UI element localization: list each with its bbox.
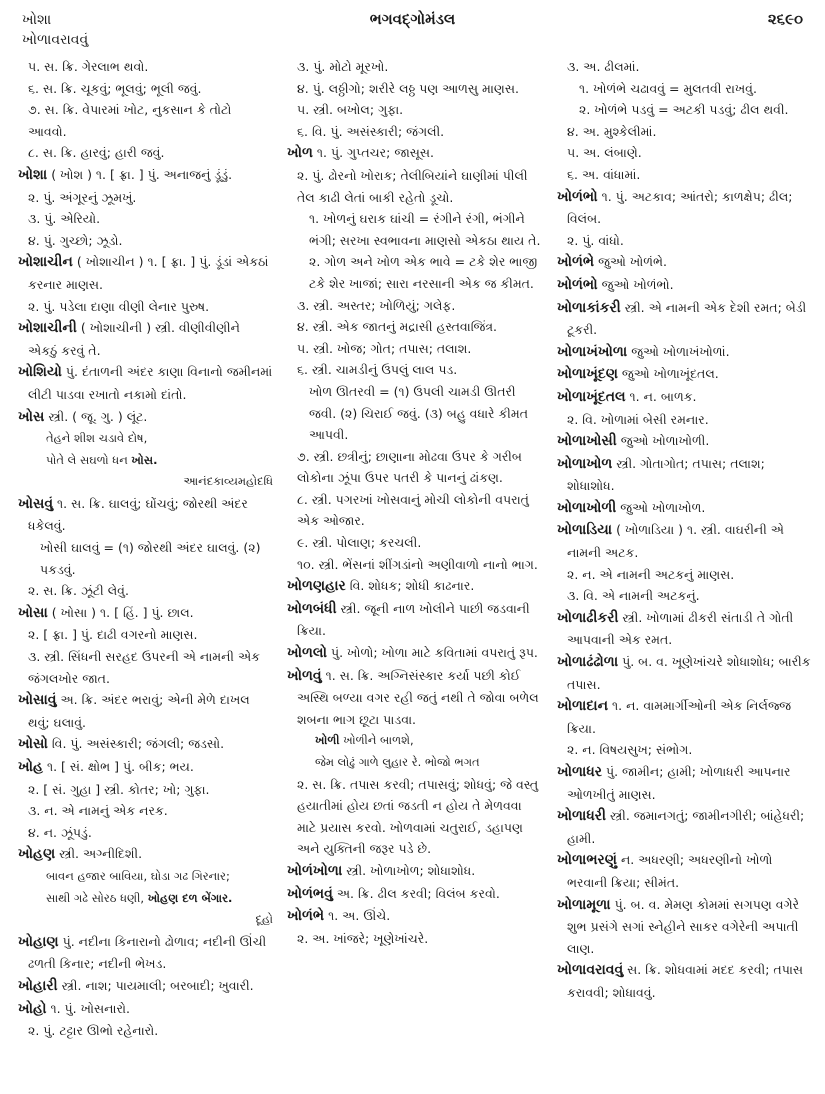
entry-text: જેમ લોઢું ગાળે લુહાર રે. ભોજો ભગત <box>315 755 480 769</box>
dictionary-entry <box>557 894 812 960</box>
entry-text: ૨. પું. ટટ્ટાર ઊભો રહેનારો. <box>28 1023 159 1039</box>
entry-text: ૩. પું. એરિયો. <box>28 211 101 227</box>
entry-text: સ્ત્રી. અગ્નીદિશી. <box>55 846 143 862</box>
quotation-bold: ખોહણ દળ બેંગાર. <box>147 890 233 905</box>
headword: ખોળ <box>287 145 313 162</box>
dictionary-entry <box>557 497 812 520</box>
sense-line <box>557 585 812 607</box>
headword: ખોળંખોળા <box>287 862 343 879</box>
entry-text: ૪. સ્ત્રી. એક જાતનું મદ્રાસી હસ્તવાજિંત્ર. <box>297 319 498 335</box>
entry-text: ૩. અ. ઢીલમાં. <box>567 59 640 74</box>
sense-line <box>557 78 812 100</box>
entry-text: ( ખોશાચીની ) સ્ત્રી. વીણીવીણીને એકઠું કરવું તે. <box>28 320 240 358</box>
entry-text: ( ખોશ ) ૧. [ ફ્રા. ] પું. અનાજનું ડૂંડું. <box>47 166 233 182</box>
entry-text: ૬. સ. ક્રિ. ચૂકવું; ભૂલવું; ભૂલી જવું. <box>28 80 202 96</box>
dictionary-entry <box>287 575 542 598</box>
sense-line <box>18 779 273 801</box>
headword: ખોળાખૂંદતલ <box>557 388 626 405</box>
entry-text: પું. જામીન; હામી; ખોળાધરી આપનાર ઓળખીતું માણસ. <box>567 764 791 802</box>
dictionary-entry <box>18 317 273 361</box>
dictionary-entry <box>557 849 812 893</box>
sense-line <box>18 800 273 822</box>
entry-text: ૪. પું. લઠ્ઠીગો; શરીરે લઠ્ઠ પણ આળસુ માણસ. <box>297 80 519 96</box>
entry-text: ૫. સ્ત્રી. બખોલ; ગુફા. <box>297 102 404 118</box>
headword: ખોળાધરી <box>557 808 606 825</box>
dictionary-entry <box>287 642 542 665</box>
headword: ખોળલો <box>287 645 328 662</box>
entry-text: જુઓ ખોળાખોળ. <box>616 499 706 515</box>
entry-text: સ્ત્રી. એ નામની એક દેશી રમત; બેડી ટૂકરી. <box>567 299 807 338</box>
entry-text: ૨. વિ. ખોળામાં બેસી રમનાર. <box>567 411 709 427</box>
headword: ખોળામૂળા <box>557 896 611 913</box>
headword: ખોશાચીન <box>18 254 73 271</box>
sense-line <box>18 624 273 646</box>
entry-text: સ્ત્રી. ખોળાખોળ; શોધાશોધ. <box>342 862 476 878</box>
dictionary-entry <box>557 297 812 341</box>
headword: ખોળાખંખોળા <box>557 343 628 360</box>
headword: ખોળાડિયા <box>557 522 613 539</box>
headword: ખોહણ <box>18 846 56 863</box>
entry-text: સ્ત્રી. ખોળામાં ઢીકરી સંતાડી તે ગોતી આપવાની એક રમત. <box>567 609 794 648</box>
headword: ખોળાઢીકરી <box>557 609 619 626</box>
headword: ખોહારી <box>18 977 58 994</box>
entry-text: ૧. ખોળનું ઘરાક ઘાંચી = રંગીને રંગી, ભંગીને ભંગી; સરખા સ્વભાવના માણસો એકઠા થાય તે. <box>309 211 541 248</box>
sense-line <box>18 537 273 580</box>
sense-line <box>557 99 812 121</box>
dictionary-entry <box>557 607 812 651</box>
entry-text: ૨. [ ફ્રા. ] પું. દાઢી વગરનો માણસ. <box>28 627 198 643</box>
dictionary-entry <box>557 186 812 230</box>
entry-text: ( ખોળાડિયા ) ૧. સ્ત્રી. વાઘરીની એ નામની અટક. <box>567 522 784 561</box>
entry-text: ૯. સ્ત્રી. પોલાણ; કરચલી. <box>297 535 422 551</box>
dictionary-entry <box>18 361 273 405</box>
sense-line <box>287 99 542 121</box>
dictionary-entry <box>18 843 273 866</box>
sense-line <box>18 1020 273 1042</box>
headword: ખોળંભો <box>557 276 598 293</box>
headword: ખોશા <box>18 166 48 183</box>
dictionary-entry <box>557 805 812 849</box>
entry-text: પું. નદીના કિનારાનો ઢોળાવ; નદીની ઊંચી ઢળતી કિનાર; નદીની ભેખડ. <box>28 933 267 972</box>
headword: ખોસા <box>18 604 48 621</box>
headword: ખોળાખોળી <box>557 499 617 516</box>
dictionary-entry <box>18 164 273 187</box>
entry-text: દૂહો <box>255 912 273 927</box>
quotation-line <box>18 888 273 910</box>
sense-line <box>287 78 542 100</box>
headword: ખોસો <box>18 736 48 753</box>
entry-text: ૧. સ. ક્રિ. અગ્નિસંસ્કાર કર્યા પછી કોઈ અસ્થિ બળ્યા વગર રહી જતું નથી તે જોવા બળેલ શબના ભાગ છૂટા પાડવા. <box>297 667 539 727</box>
quotation-source <box>18 471 273 493</box>
dictionary-entry <box>287 598 542 642</box>
entry-text: ૨. પું. ઢોરનો ખોરાક; તેલીબિયાંને ઘાણીમાં પીલી તેલ કાઢી લેતાં બાકી રહેતો ડૂચો. <box>297 167 528 205</box>
entry-text: ૮. સ. ક્રિ. હારવું; હારી જવું. <box>28 145 165 161</box>
entry-text: ૩. પું. મોટો મૂરખો. <box>297 59 389 74</box>
entry-text: ૭. સ્ત્રી. છત્રીનું; છાણાના મોઢવા ઉપર કે ગરીબ લોકોના ઝૂંપા ઉપર પતરી કે પાનનું ઢાંકણ. <box>297 448 522 486</box>
entry-text: સ્ત્રી. જૂની નાળ ખોલીને પાછી જડવાની ક્રિયા. <box>297 600 530 639</box>
dictionary-entry <box>557 453 812 497</box>
entry-text: ૧. ન. વામમાર્ગીઓની એક નિર્લજ્જ ક્રિયા. <box>567 698 792 736</box>
headword: ખોળાઢંઢોળા <box>557 654 619 671</box>
sense-line <box>557 164 812 186</box>
entry-text: બાવન હજાર બાવિયા, ઘોડા ગઢ ગિરનાર; <box>46 868 230 883</box>
entry-text: અ. ક્રિ. અંદર ભરાવું; એની મેળે દાખલ થવું; ઘલાવું. <box>28 692 250 730</box>
headword: ખોહાણ <box>18 933 59 950</box>
headword: ખોળંભે <box>557 254 595 271</box>
quotation-line <box>18 866 273 888</box>
headword: ખોશાચીની <box>18 320 77 337</box>
entry-text: જુઓ ખોળંભે. <box>594 254 667 270</box>
sense-line <box>18 230 273 252</box>
sense-line <box>287 774 542 860</box>
entry-text: સ્ત્રી. જમાનગતું; જામીનગીરી; બાંહેધરી; હામી. <box>567 808 805 846</box>
entry-text: ૧. ન. બાળક. <box>625 388 697 404</box>
entry-text: જુઓ ખોળાખોળી. <box>616 433 710 449</box>
entry-text: સ્ત્રી. નાશ; પાયમાલી; બરબાદી; ખુવારી. <box>57 977 254 993</box>
entry-text: ( ખોસા ) ૧. [ હિં. ] પું. છાલ. <box>47 604 194 620</box>
entry-text: સ્ત્રી. ગોતાગોત; તપાસ; તલાશ; શોધાશોધ. <box>567 455 765 494</box>
headword: ખોળાધર <box>557 764 602 780</box>
dictionary-entry <box>18 689 273 733</box>
quotation-bold: ખોળી <box>315 733 340 748</box>
dictionary-entry <box>18 975 273 998</box>
headword: ખોળંભો <box>557 188 598 205</box>
sense-line <box>18 208 273 230</box>
entry-text: પું. દંતાળની અંદર કાણા વિનાનો જમીનમાં લીટી પાડવા રખાતો નકામો દાંતો. <box>28 364 273 402</box>
entry-text: ૩. ન. એ નામનું એક નરક. <box>28 803 168 819</box>
headword: ખોસ <box>18 408 45 425</box>
dictionary-entry <box>557 651 812 695</box>
sense-line <box>287 165 542 208</box>
headword: ખોળણહાર <box>287 578 346 595</box>
running-title: ભગવદ્ગોમંડલ <box>369 10 456 28</box>
headword: ખોળાખોસી <box>557 433 617 450</box>
entry-text: ૬. સ્ત્રી. ચામડીનું ઉપલું લાલ પડ. <box>297 362 458 378</box>
quotation-bold: ખોસ. <box>131 452 158 467</box>
guide-word-first: ખોશા <box>22 12 52 28</box>
sense-line <box>557 121 812 143</box>
sense-line <box>287 359 542 381</box>
entry-text: ખોસી ઘાલવું = (૧) જોરથી અંદર ઘાલવું. (૨) પકડવું. <box>40 540 261 577</box>
sense-line <box>18 56 273 78</box>
sense-line <box>287 928 542 950</box>
entry-text: ન. અધરણી; અધરણીનો ખોળો ભરવાની ક્રિયા; સીમંત. <box>567 852 773 890</box>
entry-text: ૨. પું. અંગૂરનું ઝૂમખું. <box>28 189 137 205</box>
entry-text: પું. બ. વ. ખૂણેખાંચરે શોધાશોધ; બારીક તપાસ. <box>567 654 811 692</box>
dictionary-entry <box>557 341 812 364</box>
entry-text: ૩. વિ. એ નામની અટકનું. <box>567 588 700 604</box>
entry-text: વિ. શોધક; શોધી કાઢનાર. <box>345 578 475 594</box>
dictionary-entry <box>287 142 542 165</box>
entry-text: ૨. અ. ખાંજરે; ખૂણેખાંચરે. <box>297 930 429 946</box>
sense-line <box>18 580 273 602</box>
sense-line <box>557 409 812 431</box>
entry-text: અ. ક્રિ. ઢીલ કરવી; વિલંબ કરવો. <box>332 885 500 901</box>
dictionary-entry <box>557 386 812 409</box>
entry-text: ૨. પું. વાંધો. <box>567 232 624 248</box>
guide-word-last: ખોળાવરાવવું <box>22 32 89 48</box>
dictionary-entry <box>18 756 273 779</box>
entry-text: ૧. સ. ક્રિ. ઘાલવું; ઘોંચવું; જોરથી અંદર ધકેલવું. <box>28 495 248 534</box>
sense-line <box>287 208 542 251</box>
entry-text: ૭. સ. ક્રિ. વેપારમાં ખોટ, નુકસાન કે તોટો આવવો. <box>28 102 232 139</box>
entry-text: જુઓ ખોળાખંખોળાં. <box>627 343 730 359</box>
headword: ખોશિયો <box>18 364 62 381</box>
column-1 <box>18 56 273 1042</box>
headword: ખોસાવું <box>18 692 57 709</box>
entry-text: ૨. ન. વિષયસુખ; સંભોગ. <box>567 742 693 758</box>
dictionary-entry <box>557 959 812 1003</box>
sense-line <box>557 56 812 78</box>
column-2 <box>287 56 542 949</box>
entry-text: ૨. [ સં. ગુહા ] સ્ત્રી. કોતર; ખો; ગુફા. <box>28 781 210 797</box>
entry-text: ખોળીને બાળશે, <box>339 733 414 748</box>
entry-text: સાથી ગઢે સોરઠ ધણી, <box>46 890 148 905</box>
sense-line <box>287 56 542 78</box>
headword: ખોળંભે <box>287 908 325 925</box>
sense-line <box>18 78 273 100</box>
headword: ખોળવું <box>287 667 322 684</box>
entry-text: ( ખોશાચીન ) ૧. [ ફ્રા. ] પું. ડૂંડાં એકઠાં કરનાર માણસ. <box>28 254 269 292</box>
entry-text: ૬. વિ. પું. અસંસ્કારી; જંગલી. <box>297 123 445 139</box>
headword: ખોળાકાંકરી <box>557 299 621 316</box>
entry-text: ૧. પું. ખોસનારો. <box>46 1000 131 1016</box>
entry-text: ખોળ ઊતરવી = (૧) ઉપલી ચામડી ઊતરી જવી. (૨) ચિરાઈ જવું. (૩) બહુ વધારે કીમત આપવી. <box>309 383 528 443</box>
entry-text: ૧. ખોળંભે ચઢાવવું = મુલતવી રાખવું. <box>579 80 757 96</box>
headword: ખોહ <box>18 759 43 775</box>
sense-line <box>18 822 273 844</box>
dictionary-entry <box>557 251 812 274</box>
entry-text: ૧. અ. ઊંચે. <box>324 908 391 924</box>
entry-text: ૫. સ. ક્રિ. ગેરલાભ થવો. <box>28 59 149 74</box>
entry-text: ૩. સ્ત્રી. સિંધની સરહદ ઉપરની એ નામની એક જંગલખોર જાત. <box>28 649 260 686</box>
sense-line <box>287 489 542 532</box>
dictionary-entry <box>557 430 812 453</box>
sense-line <box>557 564 812 586</box>
column-3 <box>557 56 812 1004</box>
quotation-line <box>18 450 273 472</box>
headword: ખોળાખોળ <box>557 455 613 472</box>
entry-text: પોતે લે સઘળો ધન <box>46 452 132 467</box>
sense-line <box>18 99 273 142</box>
dictionary-entry <box>18 998 273 1021</box>
entry-text: ૧. પું. અટકાવ; આંતરો; કાળક્ષેપ; ઢીલ; વિલંબ. <box>567 188 793 227</box>
dictionary-entry <box>557 274 812 297</box>
sense-line <box>287 554 542 576</box>
dictionary-entry <box>18 733 273 756</box>
dictionary-entry <box>18 251 273 295</box>
entry-text: ૪. ન. ઝૂંપડું. <box>28 824 92 840</box>
entry-text: ૨. સ. ક્રિ. ઝૂંટી લેવું. <box>28 583 129 599</box>
entry-text: તેહને શીશ ચડાવે દોષ, <box>46 431 148 446</box>
dictionary-entry <box>18 602 273 625</box>
dictionary-entry <box>557 519 812 563</box>
sense-line <box>287 446 542 489</box>
dictionary-entry <box>287 883 542 906</box>
dictionary-entry <box>557 363 812 386</box>
dictionary-entry <box>557 761 812 805</box>
entry-text: વિ. પું. અસંસ્કારી; જંગલી; જડસો. <box>47 736 225 752</box>
sense-line <box>18 296 273 318</box>
entry-text: જુઓ ખોળાખૂંદતલ. <box>617 366 719 382</box>
entry-text: આનંદકાવ્યમહોદધિ <box>183 474 273 489</box>
sense-line <box>287 381 542 446</box>
dictionary-entry <box>18 931 273 975</box>
entry-text: ૨. સ. ક્રિ. તપાસ કરવી; તપાસવું; શોધવું; જે વસ્તુ હયાતીમાં હોય છતાં જડતી ન હોય તે મેળવવા માટે પ્રયાસ કરવો. ખોળવામાં ચતુરાઈ, ડહાપણ અને યુક્તિની જરૂર પડે છે. <box>297 776 539 857</box>
entry-text: ૪. અ. મુશ્કેલીમાં. <box>567 123 657 139</box>
sense-line <box>287 316 542 338</box>
entry-text: ૬. અ. વાંધામાં. <box>567 166 641 182</box>
page-number: ૨૬૯૦ <box>767 10 803 28</box>
sense-line <box>287 338 542 360</box>
dictionary-entry <box>18 493 273 537</box>
entry-text: સ્ત્રી. ( જૂ. ગુ. ) લૂંટ. <box>44 408 148 424</box>
entry-text: ૨. ગોળ અને ખોળ એક ભાવે = ટકે શેર ભાજી ટકે શેર ખાજાં; સારા નરસાની એક જ કીમત. <box>309 254 538 291</box>
headword: ખોહો <box>18 1000 47 1017</box>
dictionary-entry <box>287 860 542 883</box>
quotation-source <box>18 909 273 931</box>
headword: ખોળાખૂંદણ <box>557 366 618 383</box>
sense-line <box>557 142 812 164</box>
sense-line <box>287 295 542 317</box>
sense-line <box>557 739 812 761</box>
headword: ખોસવું <box>18 495 54 512</box>
headword: ખોળબંધી <box>287 600 337 617</box>
sense-line <box>287 532 542 554</box>
dictionary-entry <box>557 695 812 739</box>
headword: ખોળાવરાવવું <box>557 962 624 979</box>
sense-line <box>18 187 273 209</box>
quotation-line <box>287 752 542 774</box>
entry-text: સ. ક્રિ. શોધવામાં મદદ કરવી; તપાસ કરાવવી; શોધાવવું. <box>567 962 804 1000</box>
sense-line <box>287 251 542 294</box>
sense-line <box>287 121 542 143</box>
headword: ખોળાદાન <box>557 698 609 715</box>
entry-text: ૨. ન. એ નામની અટકનું માણસ. <box>567 566 735 582</box>
dictionary-entry <box>287 905 542 928</box>
sense-line <box>557 230 812 252</box>
entry-text: ૮. સ્ત્રી. પગરખાં ખોસવાનું મોચી લોકોની વપરાતું એક ઓજાર. <box>297 491 529 529</box>
sense-line <box>18 646 273 689</box>
headword: ખોળાભરણું <box>557 852 618 869</box>
entry-text: ૫. અ. લંબાણે. <box>567 145 642 161</box>
entry-text: ૨. ખોળંભે પડવું = અટકી પડવું; ઢીલ થવી. <box>579 102 789 118</box>
quotation-line <box>287 730 542 752</box>
dictionary-entry <box>18 406 273 429</box>
entry-text: જુઓ ખોળંભો. <box>597 276 674 292</box>
dictionary-entry <box>287 665 542 731</box>
entry-text: ૫. સ્ત્રી. ખોજ; ગોત; તપાસ; તલાશ. <box>297 340 472 356</box>
sense-line <box>18 142 273 164</box>
headword: ખોળંભવું <box>287 885 333 902</box>
entry-text: પું. ખોળો; ખોળા માટે કવિતામાં વપરાતું રૂપ. <box>327 645 538 661</box>
entry-text: ૨. પું. પડેલા દાણા વીણી લેનાર પુરુષ. <box>28 298 210 314</box>
quotation-line <box>18 428 273 450</box>
entry-text: ૧. [ સં. ક્ષોભ ] પું. બીક; ભય. <box>42 759 194 774</box>
entry-text: ૧. પું. ગુપ્તચર; જાસૂસ. <box>312 145 434 161</box>
entry-text: પું. બ. વ. મેમણ કોમમાં સગપણ વગેરે શુભ પ્રસંગે સગાં સ્નેહીને સાકર વગેરેની અપાતી લાણ. <box>567 896 800 956</box>
entry-text: ૪. પું. ગુચ્છો; ઝૂડો. <box>28 232 123 248</box>
entry-text: ૧૦. સ્ત્રી. ભેંસનાં શીંગડાંનો અણીવાળો નાનો ભાગ. <box>297 556 538 572</box>
entry-text: ૩. સ્ત્રી. અસ્તર; ખોળિયું; ગલેફ. <box>297 297 456 313</box>
